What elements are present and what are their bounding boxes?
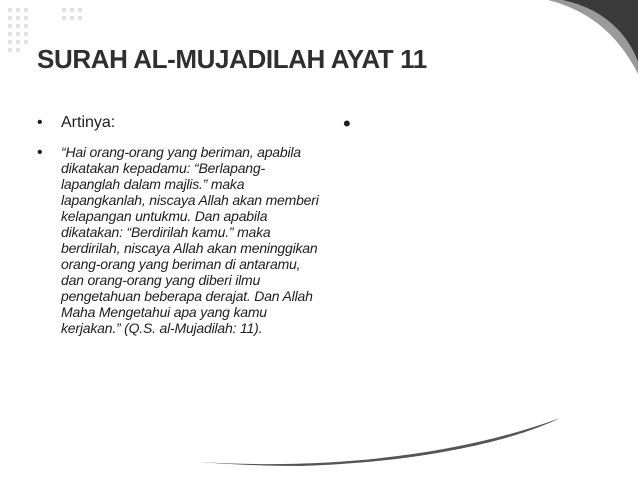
bullet-marker: •	[37, 144, 43, 161]
bullet-text-translation: “Hai orang-orang yang beriman, apabila dikatakan kepadamu: “Berlapang-lapanglah dalam majlis.” maka lapangkanlah, niscaya Allah akan memberi kelapangan untukmu. Dan apabila dikatakan: “Berdirilah kamu.” maka berdirilah, niscaya Allah akan meninggikan orang-orang yang beriman di antaramu, dan orang-orang yang diberi ilmu pengetahuan beberapa derajat. Dan Allah Maha Mengetahui apa yang kamu kerjakan.” (Q.S. al-Mujadilah: 11).	[61, 144, 319, 336]
corner-swoosh-top-right	[548, 0, 638, 74]
bullet-item-artinya	[37, 114, 322, 131]
bullet-text-artinya: Artinya:	[61, 114, 116, 131]
bullet-marker: •	[37, 114, 43, 131]
content-column-left	[37, 114, 322, 336]
bottom-swoosh-line	[200, 418, 560, 466]
bullet-item-translation	[37, 144, 322, 336]
slide-title: SURAH AL-MUJADILAH AYAT 11	[37, 44, 427, 74]
empty-bullet-right: •	[343, 111, 351, 136]
